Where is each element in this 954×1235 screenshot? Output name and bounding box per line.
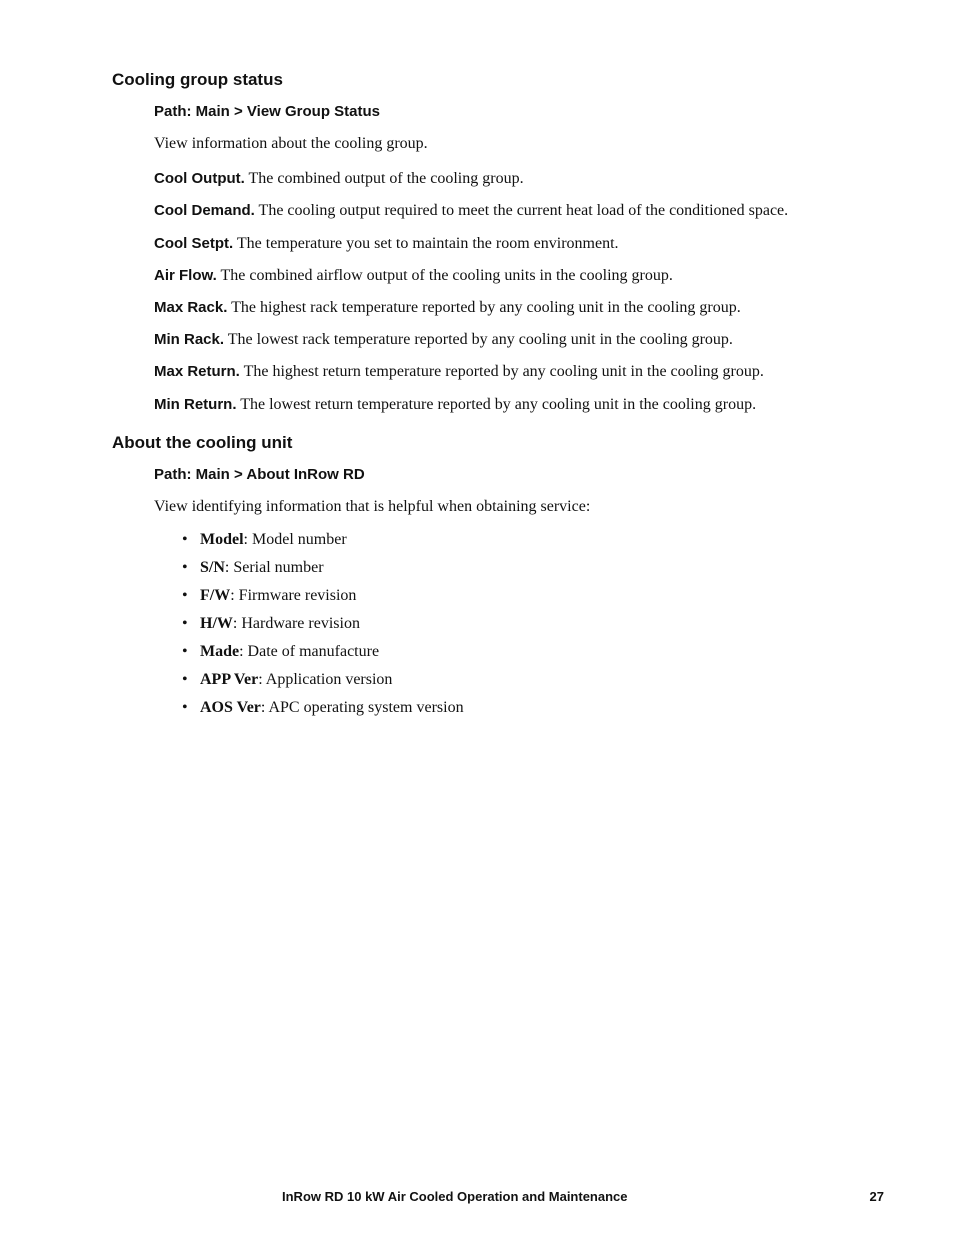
item-label: S/N: [200, 559, 225, 576]
definition-max-rack: [154, 298, 741, 318]
definition-min-rack: [154, 330, 733, 350]
definition-term: Max Rack.: [154, 299, 228, 316]
bullet-icon: •: [182, 531, 188, 548]
definition-text: The temperature you set to maintain the room environment.: [233, 235, 619, 252]
definition-cool-demand: [154, 201, 788, 221]
item-label: AOS Ver: [200, 699, 261, 716]
item-text: : Serial number: [224, 559, 324, 576]
bullet-icon: •: [182, 559, 188, 576]
item-text: : Model number: [243, 531, 347, 548]
bullet-icon: •: [182, 671, 188, 688]
item-label: Made: [200, 643, 240, 660]
definition-text: The highest return temperature reported by any cooling unit in the cooling group.: [239, 363, 764, 380]
definition-text: The highest rack temperature reported by any cooling unit in the cooling group.: [227, 299, 741, 316]
intro-paragraph: View information about the cooling group.: [154, 135, 428, 152]
definition-min-return: [154, 395, 756, 415]
bullet-icon: •: [182, 615, 188, 632]
item-label: Model: [200, 531, 244, 548]
item-label: F/W: [200, 587, 231, 604]
intro-paragraph-service: View identifying information that is helpful when obtaining service:: [154, 498, 591, 515]
definition-term: Min Rack.: [154, 331, 225, 348]
item-text: : APC operating system version: [260, 699, 464, 716]
bullet-icon: •: [182, 587, 188, 604]
definition-text: The combined output of the cooling group.: [244, 170, 524, 187]
section-heading-about-cooling-unit: About the cooling unit: [112, 433, 293, 452]
bullet-icon: •: [182, 643, 188, 660]
menu-path-about-inrow-rd: Path: Main > About InRow RD: [154, 466, 365, 483]
definition-term: Max Return.: [154, 363, 240, 380]
definition-cool-setpt: [154, 234, 619, 254]
section-heading-cooling-group-status: Cooling group status: [112, 70, 283, 89]
item-text: : Firmware revision: [230, 587, 357, 604]
menu-path-view-group-status: Path: Main > View Group Status: [154, 103, 381, 120]
definition-max-return: [154, 362, 764, 382]
definition-text: The combined airflow output of the cooling units in the cooling group.: [216, 267, 673, 284]
definition-term: Cool Setpt.: [154, 235, 234, 252]
definition-text: The cooling output required to meet the current heat load of the conditioned space.: [254, 202, 789, 219]
definition-air-flow: [154, 266, 673, 286]
definition-text: The lowest rack temperature reported by any cooling unit in the cooling group.: [224, 331, 733, 348]
definition-text: The lowest return temperature reported by any cooling unit in the cooling group.: [236, 396, 757, 413]
item-text: : Date of manufacture: [239, 643, 380, 660]
definition-term: Min Return.: [154, 396, 237, 413]
definition-term: Cool Demand.: [154, 202, 255, 219]
item-text: : Hardware revision: [232, 615, 360, 632]
definition-cool-output: [154, 169, 524, 189]
footer-document-title: InRow RD 10 kW Air Cooled Operation and Maintenance: [282, 1189, 628, 1204]
bullet-icon: •: [182, 699, 188, 716]
footer-page-number: 27: [869, 1189, 884, 1204]
item-text: : Application version: [258, 671, 393, 688]
definition-term: Cool Output.: [154, 170, 245, 187]
item-label: H/W: [200, 615, 233, 632]
definition-term: Air Flow.: [154, 267, 217, 284]
item-label: APP Ver: [200, 671, 259, 688]
